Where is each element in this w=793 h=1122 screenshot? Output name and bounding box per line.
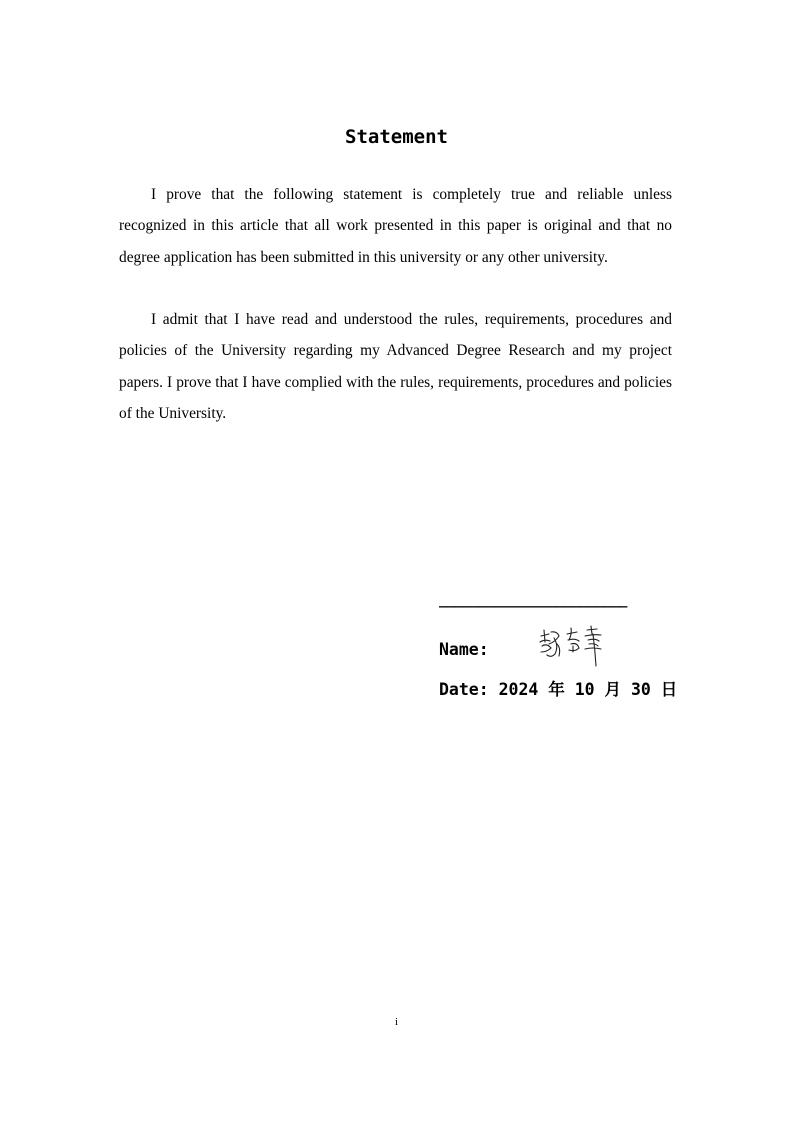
- date-day: 30: [630, 680, 651, 699]
- signature-line: ________________________: [439, 592, 627, 608]
- page-number: i: [394, 1016, 399, 1028]
- handwritten-signature: [535, 622, 613, 672]
- date-month-char: 月: [604, 680, 622, 699]
- date-year: 2024: [498, 680, 539, 699]
- name-label: Name:: [439, 640, 489, 659]
- statement-paragraph-2: I admit that I have read and understood the rules, requirements, procedures and policies of the University regarding my Advanced Degree Research and my project papers. I prove that I have complied with the rules, requirements, procedures and policies of the University.: [119, 311, 672, 422]
- date-year-char: 年: [548, 680, 565, 699]
- date-month: 10: [574, 680, 595, 699]
- name-row: [439, 636, 679, 666]
- page-title: Statement: [345, 126, 448, 148]
- date-row: [439, 678, 677, 702]
- date-label: Date:: [439, 680, 489, 699]
- date-day-char: 日: [660, 680, 678, 699]
- statement-paragraph-1: I prove that the following statement is completely true and reliable unless recognized in this article that all work presented in this paper is original and that no degree application has been submitted in this university or any other university.: [119, 186, 672, 266]
